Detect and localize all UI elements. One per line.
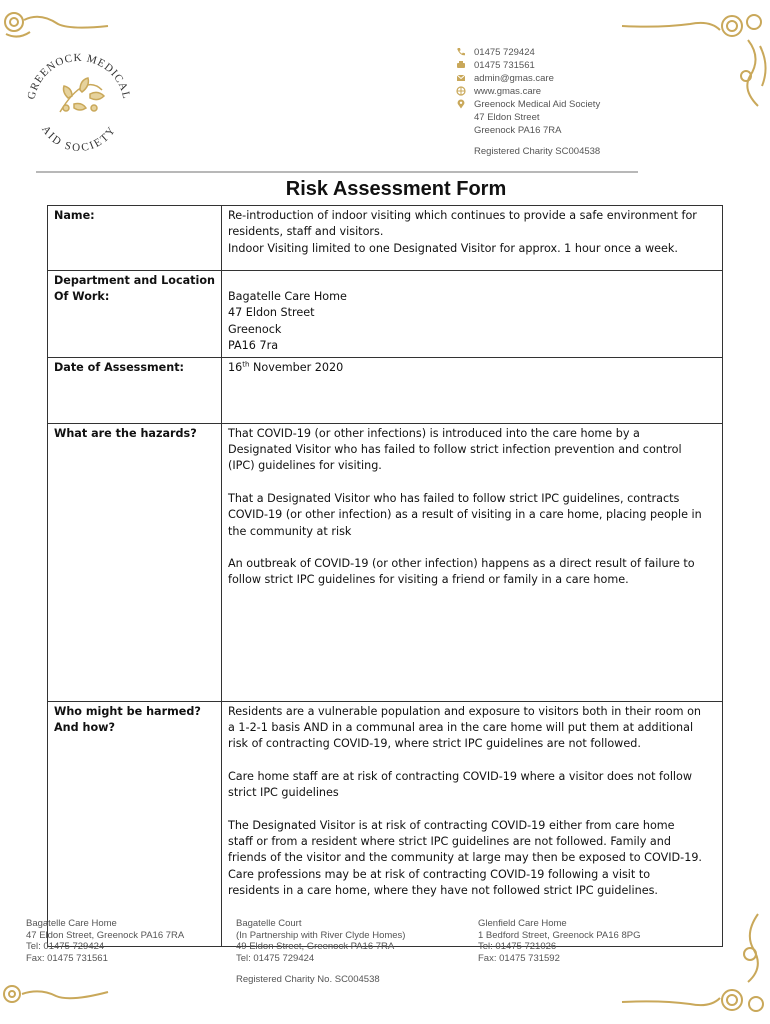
contact-email: admin@gmas.care — [456, 72, 600, 85]
svg-text:AID SOCIETY: AID SOCIETY — [39, 123, 119, 155]
label-department: Department and Location Of Work: — [48, 271, 222, 358]
page-title: Risk Assessment Form — [285, 178, 507, 200]
gold-scroll-ornament-bottom-left — [0, 980, 110, 1010]
location-pin-icon — [456, 99, 466, 109]
phone-icon — [456, 47, 466, 57]
label-name: Name: — [48, 206, 222, 271]
harm-paragraph: Residents are a vulnerable population and exposure to visitors both in their room on a 1-2-1 basis AND in a communal area in the care home will put them at additional risk of contracting COVID-19, where strict IPC guidelines are not followed. — [228, 704, 702, 751]
risk-assessment-table — [47, 205, 723, 947]
hazard-paragraph: An outbreak of COVID-19 (or other infection) happens as a direct result of failure to follow strict IPC guidelines for visiting a friend or family in a care home. — [228, 557, 695, 587]
footer-bagatelle-court: Bagatelle Court (In Partnership with River Clyde Homes) 49 Eldon Street, Greenock PA16 7RA Tel: 01475 729424 — [236, 918, 406, 964]
contact-phone: 01475 729424 — [456, 46, 600, 59]
contact-address: Greenock Medical Aid Society 47 Eldon Street Greenock PA16 7RA — [456, 98, 600, 137]
gmas-logo — [20, 42, 138, 160]
value-date: 16th November 2020 — [222, 357, 723, 423]
gold-scroll-ornament-top-right — [620, 6, 770, 116]
svg-text:GREENOCK MEDICAL: GREENOCK MEDICAL — [25, 51, 133, 101]
gold-scroll-ornament-top-left — [0, 6, 110, 42]
row-harmed — [48, 701, 723, 946]
contact-fax: 01475 731561 — [456, 59, 600, 72]
hazard-paragraph: That COVID-19 (or other infections) is introduced into the care home by a Designated Visitor who has failed to follow strict infection prevention and control (IPC) guidelines for visiting. — [228, 426, 682, 473]
row-date — [48, 357, 723, 423]
value-department: Bagatelle Care Home 47 Eldon Street Greenock PA16 7ra — [222, 271, 723, 358]
globe-icon — [456, 86, 466, 96]
footer-registered-charity: Registered Charity No. SC004538 — [236, 974, 380, 985]
fax-icon — [456, 60, 466, 70]
value-harmed — [222, 701, 723, 946]
harm-paragraph: The Designated Visitor is at risk of contracting COVID-19 either from care home staff or from a resident where strict IPC guidelines are not followed. Family and friends of the visitor and the community at large may then be exposed to COVID-19. Care professions may be at risk of contracting COVID-19 following a visit to residents in a care home, where they have not followed strict IPC guidelines. — [228, 818, 702, 898]
footer-glenfield-care-home: Glenfield Care Home 1 Bedford Street, Greenock PA16 8PG Tel: 01475 721026 Fax: 01475 731592 — [478, 918, 641, 964]
contact-details — [456, 46, 600, 158]
mail-icon — [456, 73, 466, 83]
label-hazards: What are the hazards? — [48, 423, 222, 701]
registered-charity: Registered Charity SC004538 — [474, 146, 601, 157]
value-hazards — [222, 423, 723, 701]
hazard-paragraph: That a Designated Visitor who has failed to follow strict IPC guidelines, contracts COVID-19 (or other infection) as a result of visiting in a care home, placing people in the community at risk — [228, 491, 702, 538]
harm-paragraph: Care home staff are at risk of contracting COVID-19 where a visitor does not follow strict IPC guidelines — [228, 769, 693, 800]
row-name — [48, 206, 723, 271]
label-harmed: Who might be harmed? And how? — [48, 701, 222, 946]
contact-website: www.gmas.care — [456, 85, 600, 98]
header-divider — [36, 171, 638, 173]
row-hazards — [48, 423, 723, 701]
label-date: Date of Assessment: — [48, 357, 222, 423]
row-department — [48, 271, 723, 358]
value-name: Re-introduction of indoor visiting which continues to provide a safe environment for residents, staff and visitors. Indoor Visiting limited to one Designated Visitor for approx. 1 hour once a week. — [222, 206, 723, 271]
footer-bagatelle-care-home: Bagatelle Care Home 47 Eldon Street, Greenock PA16 7RA Tel: 01475 729424 Fax: 01475 731561 — [26, 918, 185, 964]
